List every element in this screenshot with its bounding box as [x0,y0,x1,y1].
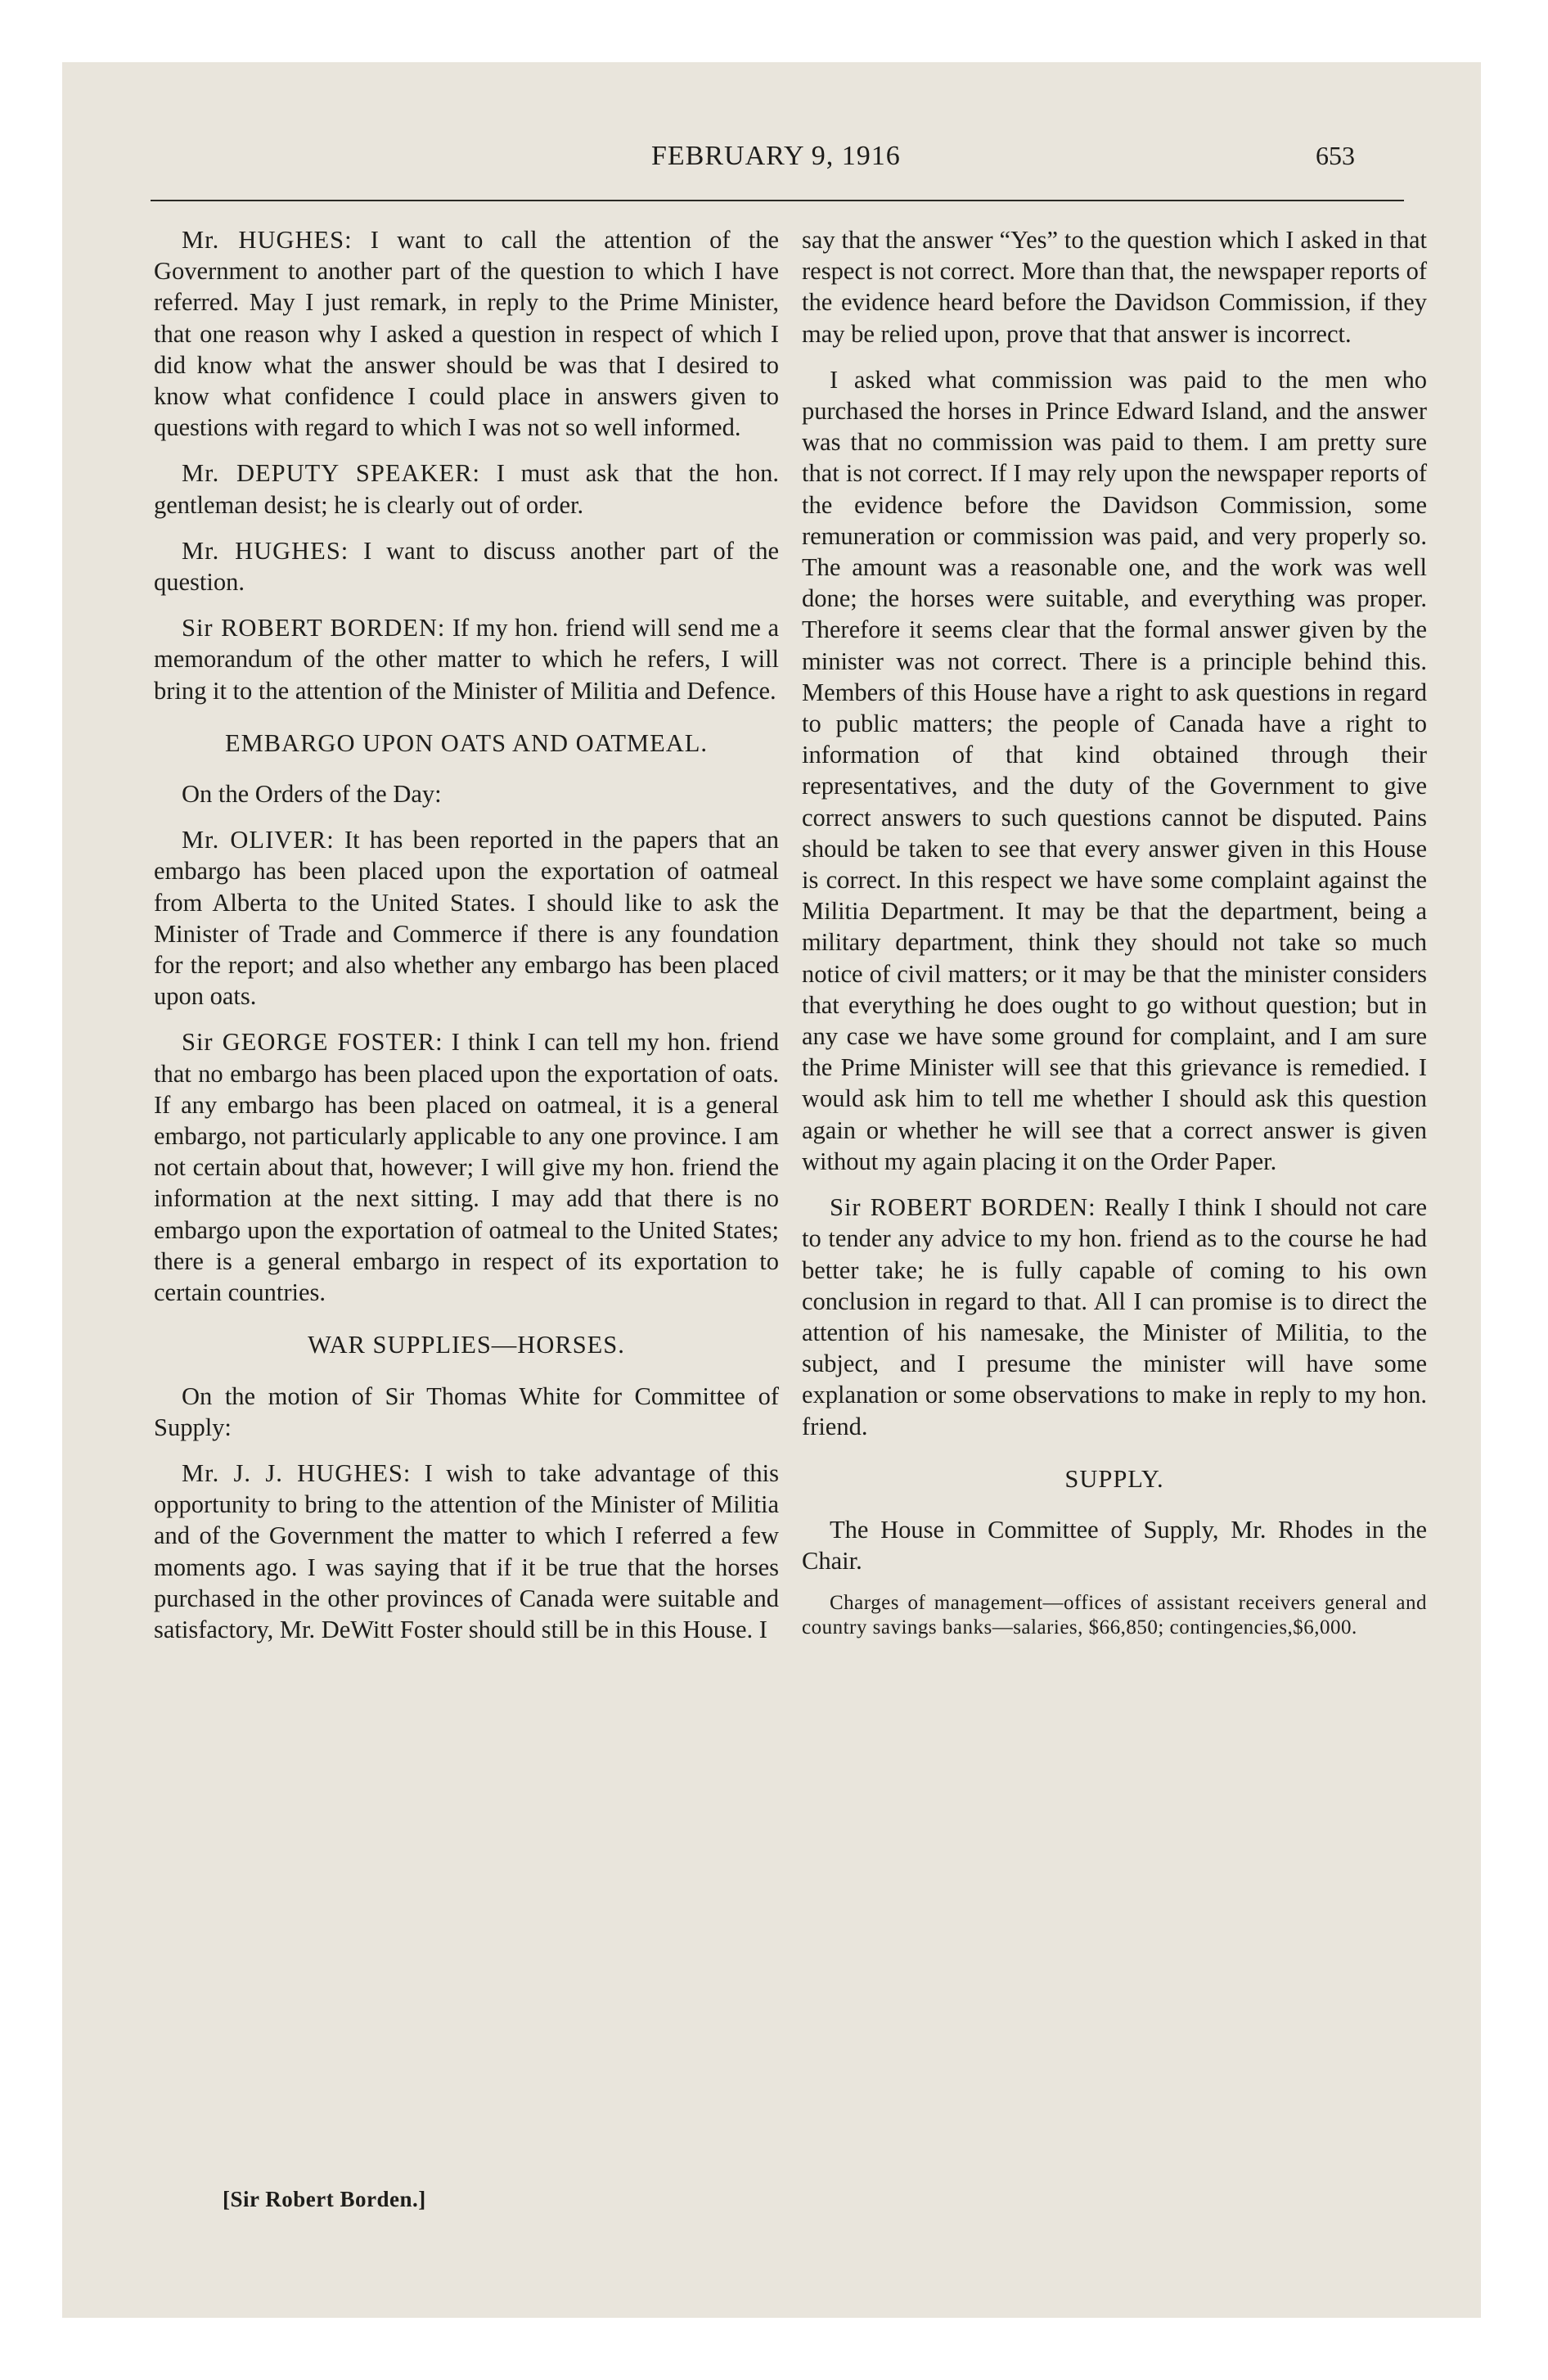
page-number: 653 [1316,141,1355,170]
speech-text: I think I can tell my hon. friend that no embargo has been placed upon the exportation of oats. If any embargo has been placed on oatmeal, it is a general embargo, not particularly applicable to any one province. I am not certain about that, however; I will give my hon. friend the information at the next sitting. I may add that there is no embargo upon the exportation of oatmeal to the United States; there is a general embargo in respect of its exportation to certain countries. [154,1028,780,1307]
speaker-name: Mr. HUGHES: [182,536,349,565]
speech-paragraph [154,824,779,1012]
speech-text: Really I think I should not care to tender any advice to my hon. friend as to the course he had better take; he is fully capable of coming to his own conclusion in regard to that. All I can promise is to direct the attention of his namesake, the Minister of Militia, to the subject, and I presume the minister will have some explanation or some observations to make in reply to my hon. friend. [802,1193,1427,1440]
section-heading: EMBARGO UPON OATS AND OATMEAL. [224,728,709,757]
speaker-name: Sir GEORGE FOSTER: [182,1028,443,1057]
supply-item-note: Charges of management—offices of assistant receivers general and country savings banks—salaries, $66,850; contingencies,$6,000. [802,1592,1427,1639]
speech-paragraph [154,224,779,443]
document-page [62,62,1481,2318]
speech-paragraph [154,535,779,597]
speech-paragraph [154,612,779,706]
header-rule [151,200,1404,201]
procedure-text: On the motion of Sir Thomas White for Committee of Supply: [154,1382,779,1441]
continuation-paragraph: say that the answer “Yes” to the question which I asked in that respect is not correct. More than that, the newspaper reports of the evidence heard before the Davidson Commission, if they may be relied upon, prove that that answer is incorrect. [802,226,1427,348]
speech-paragraph [154,458,779,520]
speech-text: If my hon. friend will send me a memorandum of the other matter to which he refers, I will bring it to the attention of the Minister of Militia and Defence. [154,614,779,705]
running-footnote: [Sir Robert Borden.] [223,2187,426,2211]
speech-paragraph [802,1192,1427,1442]
section-heading: WAR SUPPLIES—HORSES. [308,1331,625,1359]
speaker-name: Mr. OLIVER: [182,826,335,854]
speaker-name: Sir ROBERT BORDEN: [182,614,446,642]
speech-text: I want to call the attention of the Government to another part of the question to which I have referred. May I just remark, in reply to the Prime Minister, that one reason why I asked a question in respect of which I did know what the answer should be was that I desired to know what confidence I could place in answers given to questions with regard to which I was not so well informed. [154,226,780,442]
speech-text: It has been reported in the papers that an embargo has been placed upon the exportation of oatmeal from Alberta to the United States. I should like to ask the Minister of Trade and Commerce if there is any foundation for the report; and also whether any embargo has been placed upon oats. [154,826,780,1011]
speaker-name: Mr. HUGHES: [182,226,353,254]
speech-text: I want to discuss another part of the question. [154,536,780,597]
page-date: FEBRUARY 9, 1916 [651,141,901,171]
speech-paragraph [154,1026,779,1308]
body-paragraph: I asked what commission was paid to the men who purchased the horses in Prince Edward Island, and the answer was that no commission was paid to them. I am pretty sure that is not correct. If I may rely upon the newspaper reports of the evidence before the Davidson Commission, some remuneration or commission was paid, and very properly so. The amount was a reasonable one, and the work was well done; the horses were suitable, and everything was proper. Therefore it seems clear that the formal answer given by the minister was not correct. There is a principle behind this. Members of this House have a right to ask questions in regard to public matters; the people of Canada have a right to information of that kind obtained through their representatives, and the duty of the Government to give correct answers to such questions cannot be disputed. Pains should be taken to see that every answer given in this House is correct. In this respect we have some complaint against the Militia Department. It may be that the department, being a military department, think they should not take so much notice of civil matters; or it may be that the minister considers that everything he does ought to go without question; but in any case we have some ground for complaint, and I am sure the Prime Minister will see that this grievance is remedied. I would ask him to tell me whether I should ask this question again or whether he will see that a correct answer is given without my again placing it on the Order Paper. [802,365,1427,1175]
speaker-name: Sir ROBERT BORDEN: [830,1193,1096,1222]
speech-text: I must ask that the hon. gentleman desist; he is clearly out of order. [154,459,779,519]
speech-paragraph [154,1458,779,1645]
speech-text: I wish to take advantage of this opportunity to bring to the attention of the Minister of Militia and of the Government the matter to which I referred a few moments ago. I was saying that if it be true that the horses purchased in the other provinces of Canada were suitable and satisfactory, Mr. DeWitt Foster should still be in this House. I [154,1458,779,1643]
section-heading: SUPPLY. [1064,1464,1164,1493]
procedure-text: On the Orders of the Day: [182,780,442,809]
right-column [802,224,1427,1655]
procedure-text: The House in Committee of Supply, Mr. Rhodes in the Chair. [802,1515,1427,1575]
speaker-name: Mr. DEPUTY SPEAKER: [182,459,480,488]
speaker-name: Mr. J. J. HUGHES: [182,1458,412,1487]
left-column [154,224,779,1660]
